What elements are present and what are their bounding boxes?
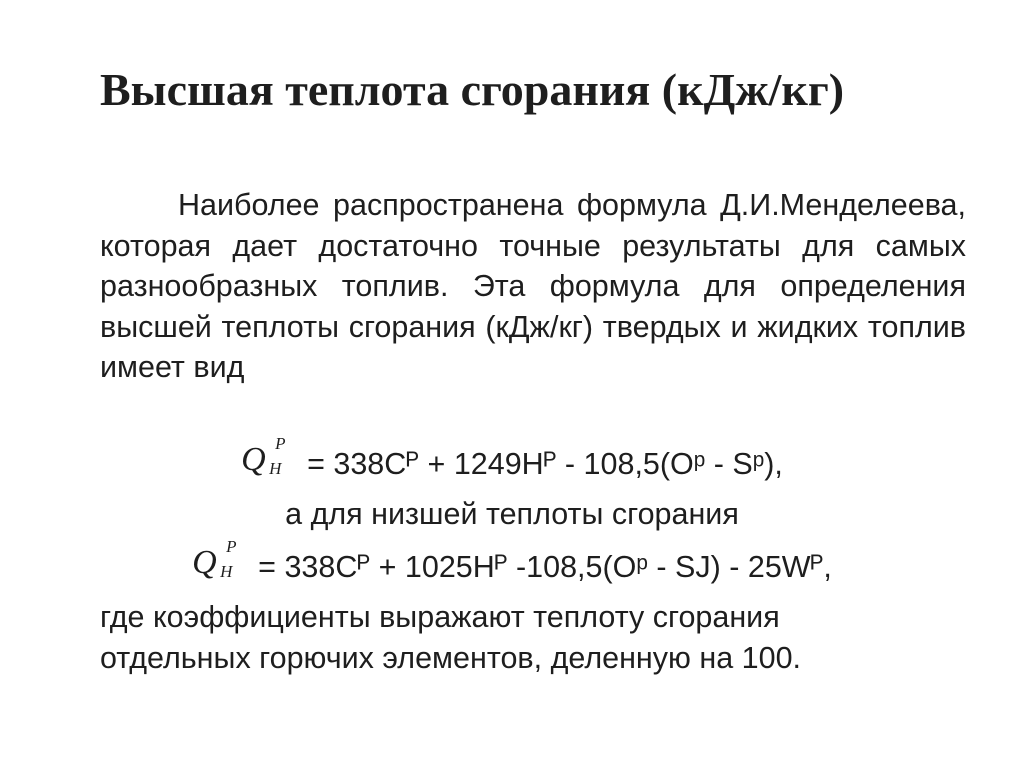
lower-heat-formula	[0, 537, 1024, 587]
q-subscript: H	[269, 459, 282, 478]
q-letter: Q	[192, 544, 217, 581]
higher-heat-formula	[0, 434, 1024, 484]
heat-symbol	[192, 537, 254, 587]
conclusion-line: где коэффициенты выражают теплоту сгорания	[100, 600, 780, 634]
conclusion-paragraph	[100, 597, 966, 678]
intro-paragraph: Наиболее распространена формула Д.И.Менделеева, которая дает достаточно точные результаты для самых разнообразных топлив. Эта формула для определения высшей теплоты сгорания (кДж/кг) твердых и жидких топлив имеет вид	[100, 188, 966, 384]
conclusion-line: отдельных горючих элементов, деленную на 100.	[100, 640, 802, 675]
q-subscript: H	[220, 562, 233, 581]
slide-title: Высшая теплота сгорания (кДж/кг)	[100, 64, 845, 115]
formula-expression: = 338Cᴾ + 1249Hᴾ - 108,5(Oᵖ - Sᵖ),	[307, 447, 783, 481]
q-letter: Q	[241, 441, 266, 478]
lower-heat-intro: а для низшей теплоты сгорания	[285, 497, 739, 531]
heat-symbol	[241, 434, 303, 484]
q-superscript: P	[226, 537, 237, 556]
formula-expression: = 338Cᴾ + 1025Hᴾ -108,5(Oᵖ - SJ) - 25Wᴾ,	[258, 550, 832, 584]
q-superscript: P	[275, 434, 286, 453]
